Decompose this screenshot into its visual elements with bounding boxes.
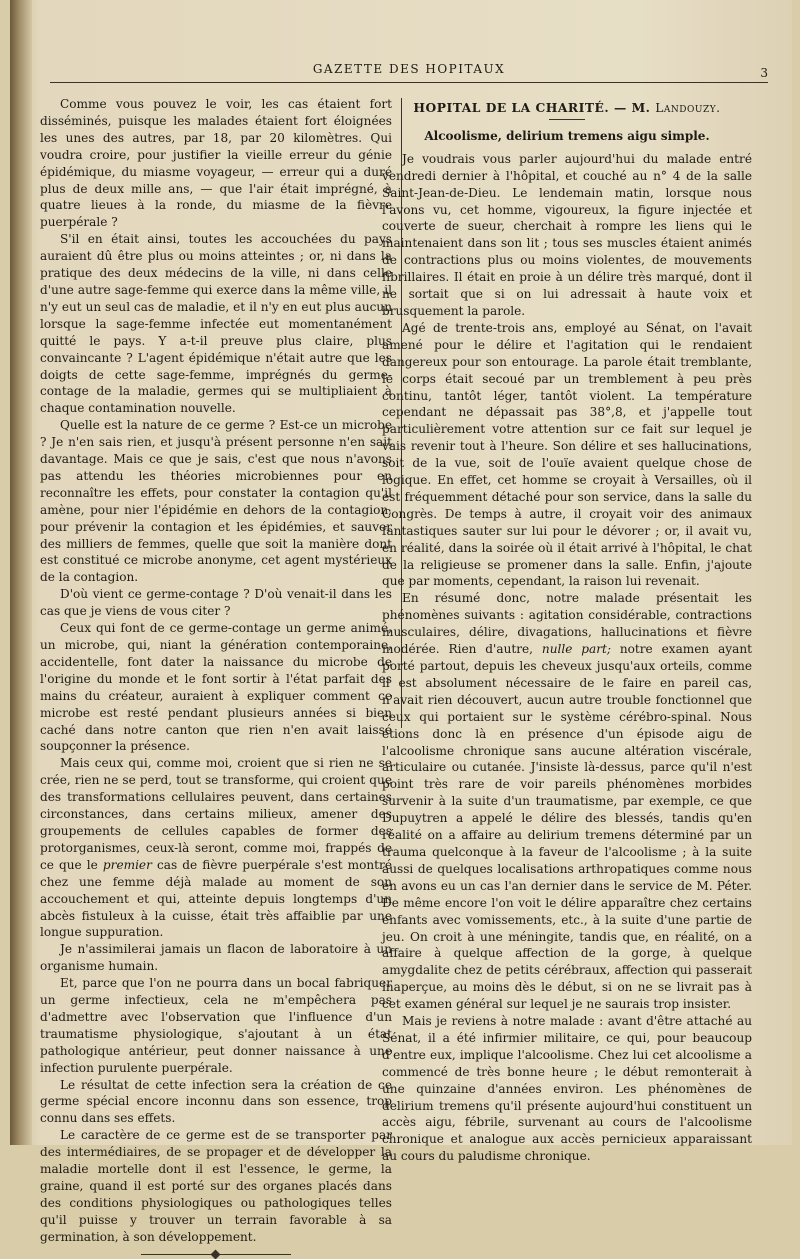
emphasis-text: premier (102, 857, 152, 872)
paragraph: S'il en était ainsi, toutes les accouchées du pays auraient dû être plus ou moins atteintes ; or, ni dans la pratique des deux médecins de la ville, ni dans celle d'une autre sage-femme qui exerce dans la même ville, il n'y eut un seul cas de maladie, et il n'y en eut plus aucun lorsque la sage-femme infectée eut momentanément quitté le pays. Y a-t-il preuve plus claire, plus convaincante ? L'agent épidémique n'était autre que les doigts de cette sage-femme, imprégnés du germe-contage de la maladie, germes qui se multipliaient à chaque contamination nouvelle. (40, 232, 392, 416)
paragraph: Le résultat de cette infection sera la création de ce germe spécial encore inconnu dans son essence, trop connu dans ses effets. (40, 1077, 392, 1126)
paragraph: Mais je reviens à notre malade : avant d'être attaché au Sénat, il a été infirmier militaire, ce qui, pour beaucoup d'entre eux, implique l'alcoolisme. Chez lui cet alcoolisme a commencé de très bonne heure ; le début remonterait à une quinzaine d'années environ. Les phénomènes de delirium tremens qu'il présente aujourd'hui constituent un accès aigu, fébrile, survenant au cours de l'alcoolisme chronique et analogue aux accès pernicieux apparaissant au cours du paludisme chronique. (382, 1014, 752, 1164)
emphasis-text: nulle part; (541, 642, 611, 657)
paragraph: Je voudrais vous parler aujourd'hui du malade entré vendredi dernier à l'hôpital, et couché au n° 4 de la salle Saint-Jean-de-Dieu. Le lendemain matin, lorsque nous l'avons vu, cet homme, vigoureux, la figure injectée et couverte de sueur, cherchait à rompre les liens qui le maintenaient dans son lit ; tous ses muscles étaient animés de contractions plus ou moins violentes, de mouvements fibrillaires. Il était en proie à un délire très marqué, dont il ne sortait que si on lui adressait à haute voix et brusquement la parole. (382, 151, 752, 318)
page-header (50, 60, 768, 83)
paragraph: Agé de trente-trois ans, employé au Sénat, on l'avait amené pour le délire et l'agitation qui le rendaient dangereux pour son entourage. La parole était tremblante, le corps était secoué par un tremblement à peu près continu, tantôt léger, tantôt violent. La température cependant ne dépassait pas 38°,8, et j'appelle tout particulièrement votre attention sur ce fait sur lequel je vais revenir tout à l'heure. Son délire et ses hallucinations, soit de la vue, soit de l'ouïe avaient quelque chose de logique. En effet, cet homme se croyait à Versailles, où il est fréquemment détaché pour son service, dans la salle du Congrès. De temps à autre, il croyait voir des animaux fantastiques sauter sur lui pour le dévorer ; or, il avait vu, en réalité, dans la soirée où il était arrivé à l'hôpital, le chat de la religieuse se promener dans la salle. Enfin, j'ajoute que par moments, cependant, la raison lui revenait. (382, 320, 752, 589)
left-column (40, 96, 392, 1255)
paragraph-text: notre examen ayant porté partout, depuis les cheveux jusqu'aux orteils, comme il est absolument nécessaire de le faire en pareil cas, n'avait rien découvert, aucun autre trouble fonctionnel que ceux qui portaient sur le système cérébro-spinal. Nous étions donc là en présence d'un épisode aigu de l'alcoolisme chronique sans aucune altération viscérale, articulaire ou cutanée. J'insiste là-dessus, parce qu'il n'est point très rare de voir pareils phénomènes morbides survenir à la suite d'un traumatisme, par exemple, ce que Dupuytren a appelé le délire des blessés, tandis qu'en réalité on a affaire au delirium tremens déterminé par un trauma quelconque à la faveur de l'alcoolisme ; à la suite aussi de quelques localisations arthropatiques comme nous en avons eu un cas l'an dernier dans le service de M. Péter. De même encore l'on voit le délire apparaître chez certains enfants avec vomissements, etc., à la suite d'une partie de jeu. On croit à une méningite, tandis que, en réalité, on a affaire à quelque affection de la gorge, à quelque amygdalite chez de petits cérébraux, affection qui passerait inaperçue, au moins dès le début, si on ne se livrait pas à cet examen général sur lequel je ne saurais trop insister. (382, 642, 752, 1012)
heading-rule (549, 119, 585, 120)
paragraph (382, 590, 752, 1013)
page-binding-edge (10, 0, 32, 1145)
right-column (382, 100, 752, 1165)
paragraph: Ceux qui font de ce germe-contage un germe animé, un microbe, qui, niant la génération contemporaine, accidentelle, font dater la naissance du microbe de l'origine du monde et le font sortir à l'état parfait des mains du créateur, auraient à expliquer comment ce microbe est resté pendant plusieurs années si bien caché dans notre canton que rien n'en avait laissé soupçonner la présence. (40, 621, 392, 754)
paragraph-text: cas de fièvre puerpérale s'est montré chez une femme déjà malade au moment de son accouchement et qui, atteinte depuis longtemps d'un abcès fistuleux à la cuisse, était très affaiblie par une longue suppuration. (40, 857, 392, 940)
paragraph: D'où vient ce germe-contage ? D'où venait-il dans les cas que je viens de vous citer ? (40, 587, 392, 619)
page-number: 3 (760, 66, 768, 80)
paragraph: Comme vous pouvez le voir, les cas étaient fort disséminés, puisque les malades étaient fort éloignées les unes des autres, par 18, par 20 kilomètres. Qui voudra croire, pour justifier la vieille erreur du génie épidémique, du miasme voyageur, — erreur qui a duré plus de deux mille ans, — que l'air était imprégné, à quatre lieues à la ronde, du miasme de la fièvre puerpérale ? (40, 97, 392, 230)
paragraph: Quelle est la nature de ce germe ? Est-ce un microbe ? Je n'en sais rien, et jusqu'à présent personne n'en sait davantage. Mais ce que je sais, c'est que nous n'avons pas attendu les théories microbiennes pour en reconnaître les effets, pour constater la contagion qu'il amène, pour nier l'épidémie en dehors de la contagion, pour prévenir la contagion et les épidémies, et sauver des milliers de femmes, quelle que soit la manière dont est constitué ce microbe anonyme, cet agent mystérieux de la contagion. (40, 418, 392, 585)
paragraph-text: Mais ceux qui, comme moi, croient que si rien ne se crée, rien ne se perd, tout se transforme, qui croient que des transformations cellulaires peuvent, dans certaines circonstances, dans certains milieux, amener des groupements de cellules capables de former des protorganismes, ceux-là seront, comme moi, frappés de ce que le (40, 756, 392, 872)
article-subtitle: Alcoolisme, delirium tremens aigu simple. (424, 128, 710, 143)
section-heading (382, 100, 752, 117)
paragraph: Je n'assimilerai jamais un flacon de laboratoire à un organisme humain. (40, 942, 392, 974)
article-end-ornament (141, 1254, 291, 1255)
publication-title: GAZETTE DES HOPITAUX (312, 62, 506, 76)
section-title: HOPITAL DE LA CHARITÉ. — M. (413, 100, 651, 115)
newspaper-page (10, 0, 792, 1244)
paragraph-text: En résumé donc, notre malade présentait les phénomènes suivants : agitation considérable, contractions musculaires, délire, divagations, hallucinations et fièvre modérée. Rien d'autre, (382, 591, 752, 657)
section-author: Landouzy. (655, 101, 721, 115)
paragraph (40, 755, 392, 941)
paragraph: Et, parce que l'on ne pourra dans un bocal fabriquer un germe infectieux, cela ne m'empêchera pas d'admettre avec l'observation que l'influence d'un traumatisme physiologique, s'ajoutant à un état pathologique antérieur, peut donner naissance à une infection purulente puerpérale. (40, 976, 392, 1075)
paragraph: Le caractère de ce germe est de se transporter par des intermédiaires, de se propager et de développer la maladie mortelle dont il est l'essence, le germe, la graine, quand il est porté sur des organes placés dans des conditions physiologiques ou pathologiques telles qu'il puisse y trouver un terrain favorable à sa germination, à son développement. (40, 1128, 392, 1244)
